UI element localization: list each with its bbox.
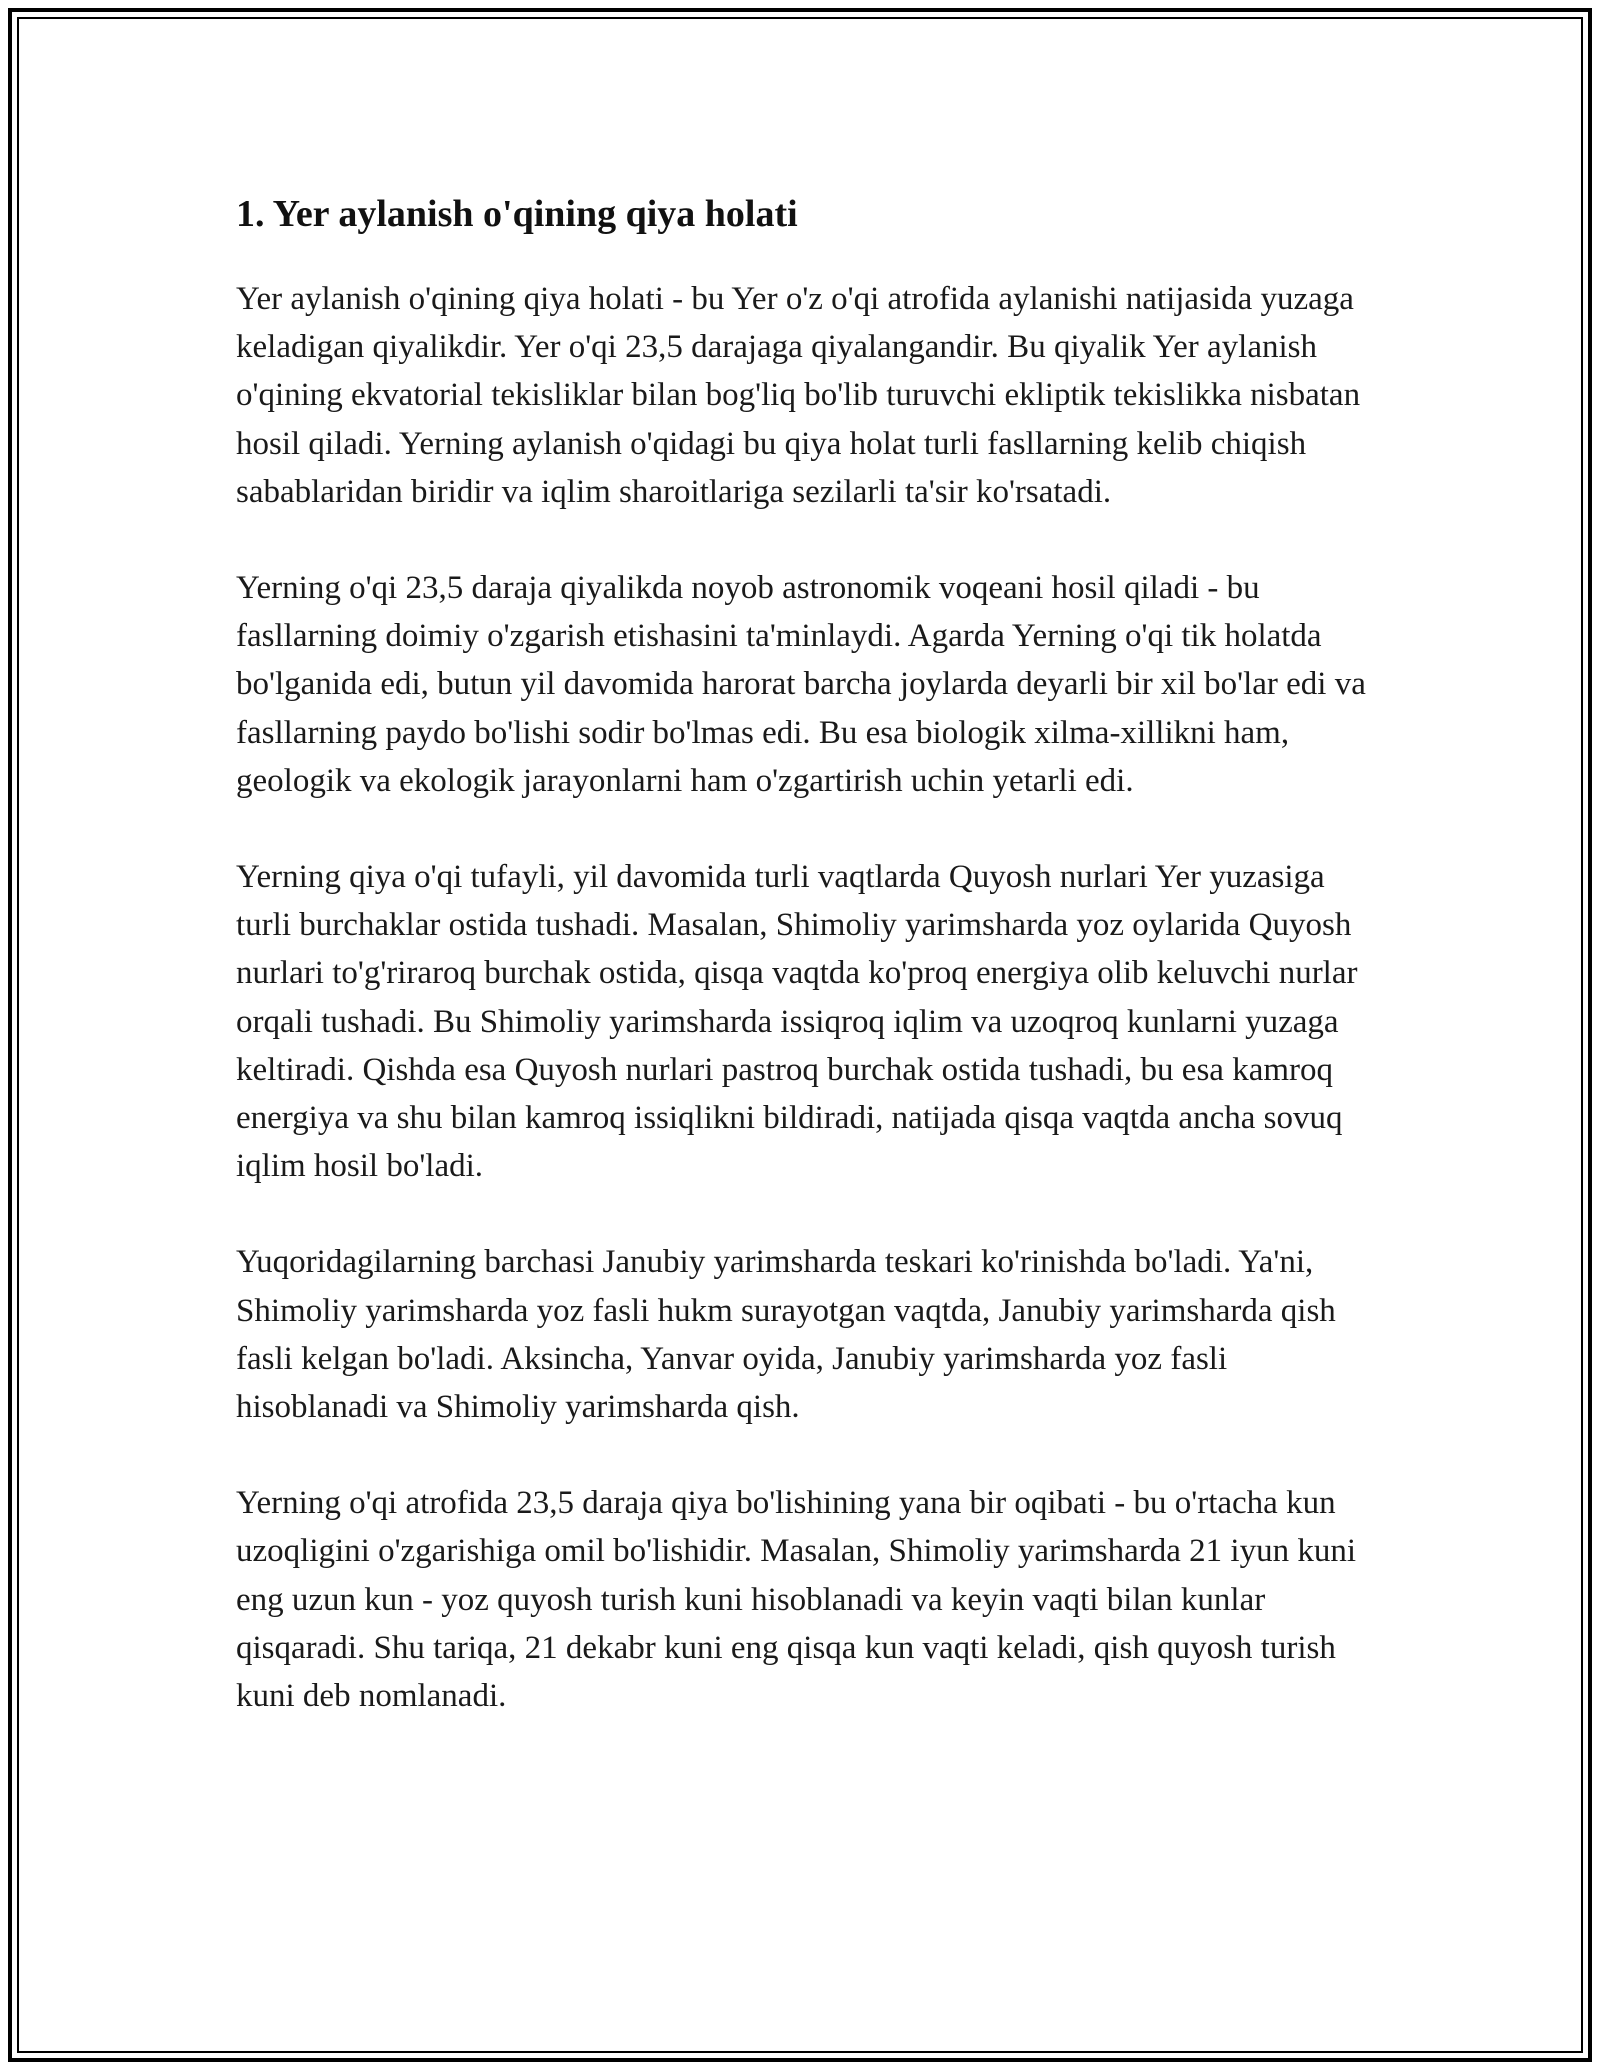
paragraph-seasons-cause: Yerning o'qi 23,5 daraja qiyalikda noyob astronomik voqeani hosil qiladi - bu fasllarning doimiy o'zgarish etishasini ta'minlaydi. Agarda Yerning o'qi tik holatda bo'lganida edi, butun yil davomida harorat barcha joylarda deyarli bir xil bo'lar edi va fasllarning paydo bo'lishi sodir bo'lmas edi. Bu esa biologik xilma-xillikni ham, geologik va ekologik jarayonlarni ham o'zgartirish uchin yetarli edi. xyxy=(236,570,1366,799)
section-heading: 1. Yer aylanish o'qining qiya holati xyxy=(236,193,798,235)
paragraph-axial-tilt-definition: Yer aylanish o'qining qiya holati - bu Yer o'z o'qi atrofida aylanishi natijasida yuzaga keladigan qiyalikdir. Yer o'qi 23,5 darajaga qiyalangandir. Bu qiyalik Yer aylanish o'qining ekvatorial tekisliklar bilan bog'liq bo'lib turuvchi ekliptik tekislikka nisbatan hosil qiladi. Yerning aylanish o'qidagi bu qiya holat turli fasllarning kelib chiqish sabablaridan biridir va iqlim sharoitlariga sezilarli ta'sir ko'rsatadi. xyxy=(236,281,1361,510)
paragraph-sunlight-angle: Yerning qiya o'qi tufayli, yil davomida turli vaqtlarda Quyosh nurlari Yer yuzasiga turli burchaklar ostida tushadi. Masalan, Shimoliy yarimsharda yoz oylarida Quyosh nurlari to'g'riraroq burchak ostida, qisqa vaqtda ko'proq energiya olib keluvchi nurlar orqali tushadi. Bu Shimoliy yarimsharda issiqroq iqlim va uzoqroq kunlarni yuzaga keltiradi. Qishda esa Quyosh nurlari pastroq burchak ostida tushadi, bu esa kamroq energiya va shu bilan kamroq issiqlikni bildiradi, natijada qisqa vaqtda ancha sovuq iqlim hosil bo'ladi. xyxy=(236,859,1358,1185)
paragraph-day-length: Yerning o'qi atrofida 23,5 daraja qiya bo'lishining yana bir oqibati - bu o'rtacha kun uzoqligini o'zgarishiga omil bo'lishidir. Masalan, Shimoliy yarimsharda 21 iyun kuni eng uzun kun - yoz quyosh turish kuni hisoblanadi va keyin vaqti bilan kunlar qisqaradi. Shu tariqa, 21 dekabr kuni eng qisqa kun vaqti keladi, qish quyosh turish kuni deb nomlanadi. xyxy=(236,1485,1357,1715)
paragraph-southern-hemisphere: Yuqoridagilarning barchasi Janubiy yarimsharda teskari ko'rinishda bo'ladi. Ya'ni, Shimoliy yarimsharda yoz fasli hukm surayotgan vaqtda, Janubiy yarimsharda qish fasli kelgan bo'ladi. Aksincha, Yanvar oyida, Janubiy yarimsharda yoz fasli hisoblanadi va Shimoliy yarimsharda qish. xyxy=(236,1244,1336,1426)
document-body xyxy=(236,185,1366,1720)
